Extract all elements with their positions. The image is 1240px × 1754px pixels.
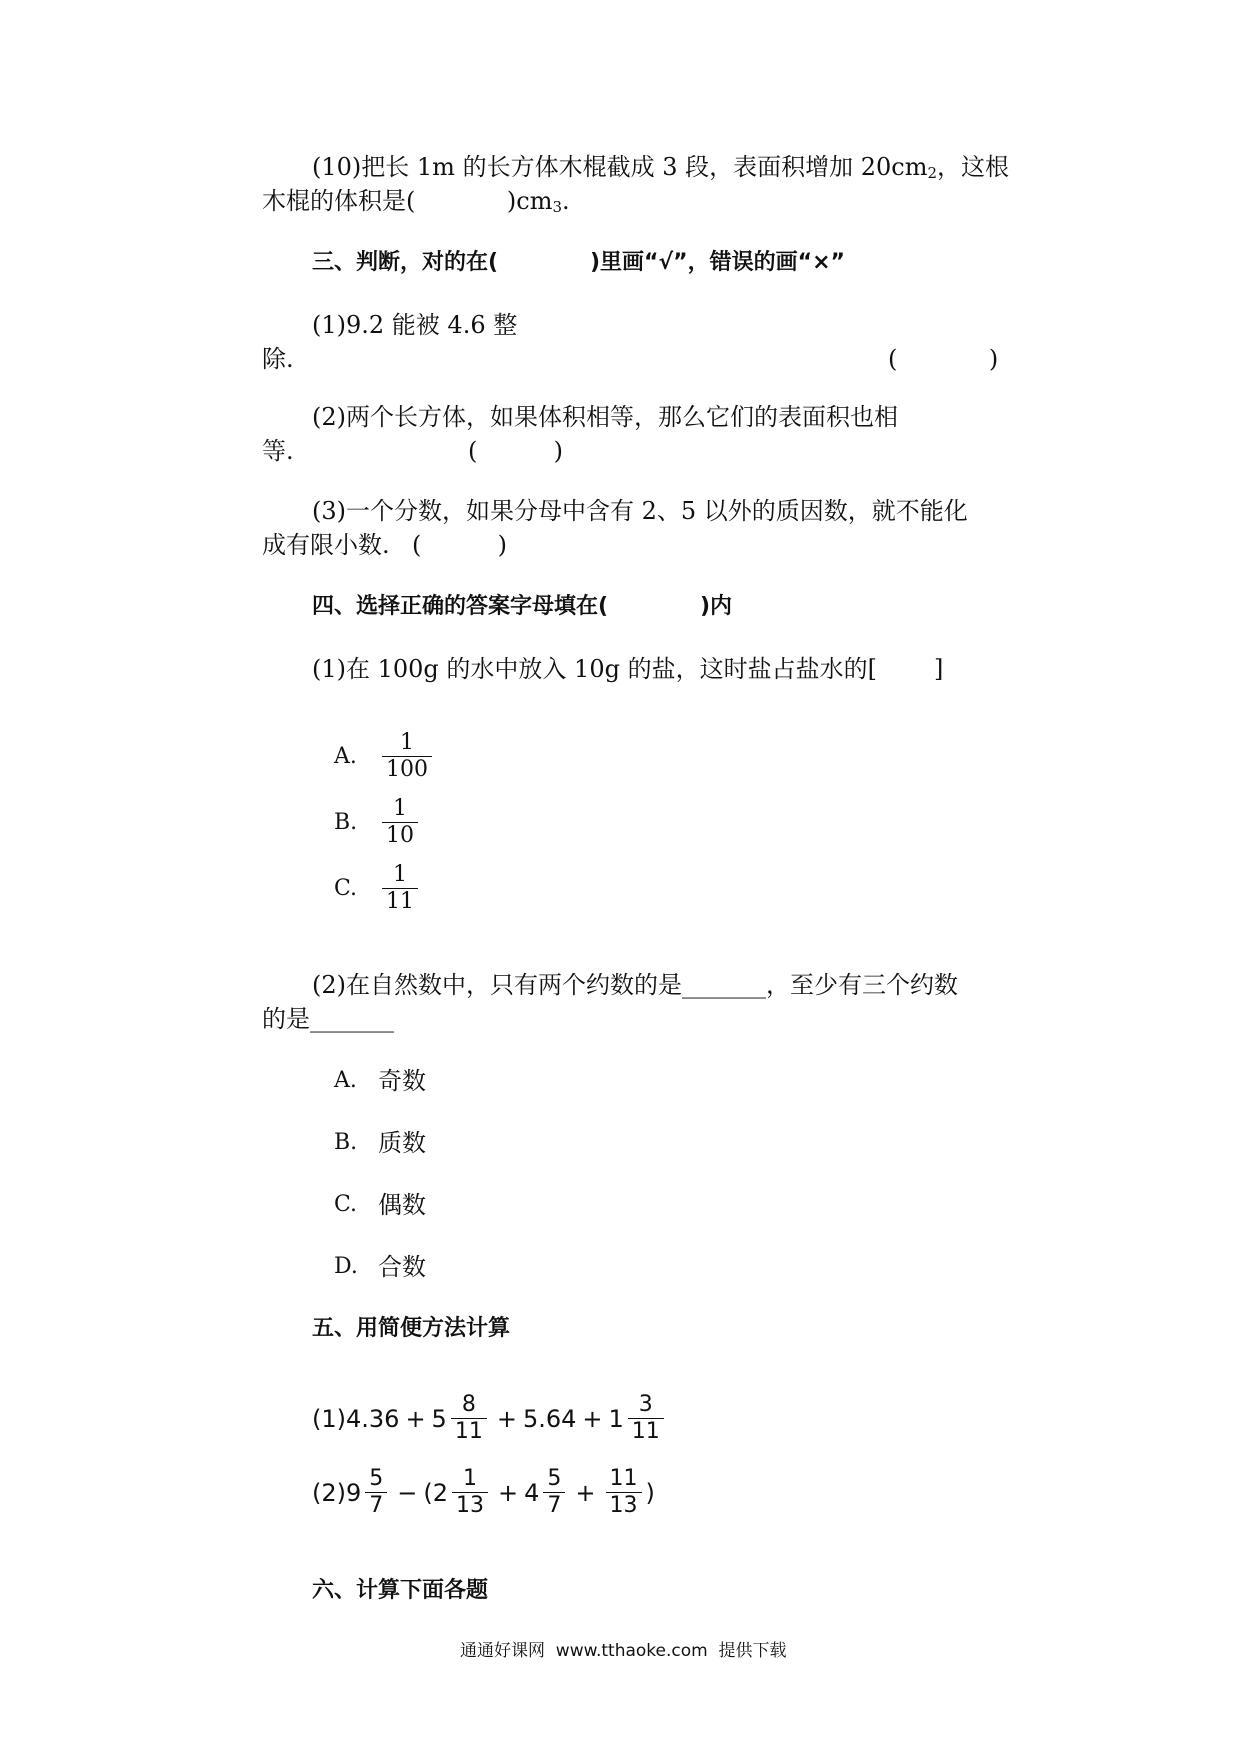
s4-q1-bracket-end: ] [934, 655, 944, 683]
s4-q1-text: (1)在 100g 的水中放入 10g 的盐，这时盐占盐水的[ [312, 655, 877, 683]
s3-item3-line2: 成有限小数. [262, 531, 390, 559]
q10-line2: 木棍的体积是( )cm3. [262, 187, 570, 216]
fraction: $\frac{1}{13}$ [452, 1466, 488, 1519]
option-label: B. [334, 810, 358, 835]
q10-line1: (10)把长 1m 的长方体木棍截成 3 段，表面积增加 20cm2，这根 [312, 153, 1010, 182]
s5-expression-1: (1)4.36 + 5 $\frac{8}{11}$ + 5.64 + 1 $\frac{3}{11}$ [312, 1392, 668, 1445]
s3-item3-line1: (3)一个分数，如果分母中含有 2、5 以外的质因数，就不能化 [312, 497, 968, 525]
s3-item2-line2: 等. [262, 437, 294, 465]
section3-title: 三、判断，对的在( )里画“√”，错误的画“×” [312, 250, 845, 275]
option-label: C. [334, 876, 358, 901]
fraction: $\frac{11}{13}$ [606, 1466, 642, 1519]
fraction: $\frac{3}{11}$ [628, 1392, 664, 1445]
section4-title: 四、选择正确的答案字母填在( )内 [312, 594, 733, 619]
section6-title: 六、计算下面各题 [312, 1578, 489, 1603]
s5-expression-2: (2)9 $\frac{5}{7}$ − (2 $\frac{1}{13}$ + 4 $\frac{5}{7}$ + $\frac{11}{13}$ ) [312, 1466, 655, 1518]
s4-q2-option-d: D. 合数 [334, 1253, 426, 1281]
s3-item1-line1: (1)9.2 能被 4.6 整 [312, 311, 518, 339]
s4-q2-line2: 的是_______ [262, 1005, 394, 1033]
fraction: $\frac{5}{7}$ [543, 1466, 565, 1519]
page-footer: 通通好课网 www.tthaoke.com 提供下载 [460, 1641, 787, 1661]
s4-q1-option-a [334, 730, 436, 783]
fraction: $\frac{1}{10}$ [382, 796, 418, 849]
fraction: $\frac{1}{11}$ [382, 862, 418, 915]
s4-q2-line1: (2)在自然数中，只有两个约数的是_______，至少有三个约数 [312, 971, 958, 999]
section5-title: 五、用简便方法计算 [312, 1316, 511, 1341]
s4-q1-option-c [334, 862, 422, 915]
s3-item2-answer-paren: ( ) [468, 437, 564, 465]
s3-item1-answer-paren: ( ) [888, 345, 999, 373]
fraction: $\frac{8}{11}$ [451, 1392, 487, 1445]
s4-q1-option-b [334, 796, 422, 849]
s3-item1-line2: 除. [262, 345, 294, 373]
fraction: $\frac{1}{100}$ [382, 730, 432, 783]
fraction: $\frac{5}{7}$ [365, 1466, 387, 1519]
s4-q2-option-b: B. 质数 [334, 1129, 426, 1157]
s4-q2-option-c: C. 偶数 [334, 1191, 426, 1219]
s3-item3-answer-paren: ( ) [412, 531, 508, 559]
s3-item2-line1: (2)两个长方体，如果体积相等，那么它们的表面积也相 [312, 403, 898, 431]
s4-q2-option-a: A. 奇数 [334, 1067, 426, 1095]
option-label: A. [334, 744, 357, 769]
